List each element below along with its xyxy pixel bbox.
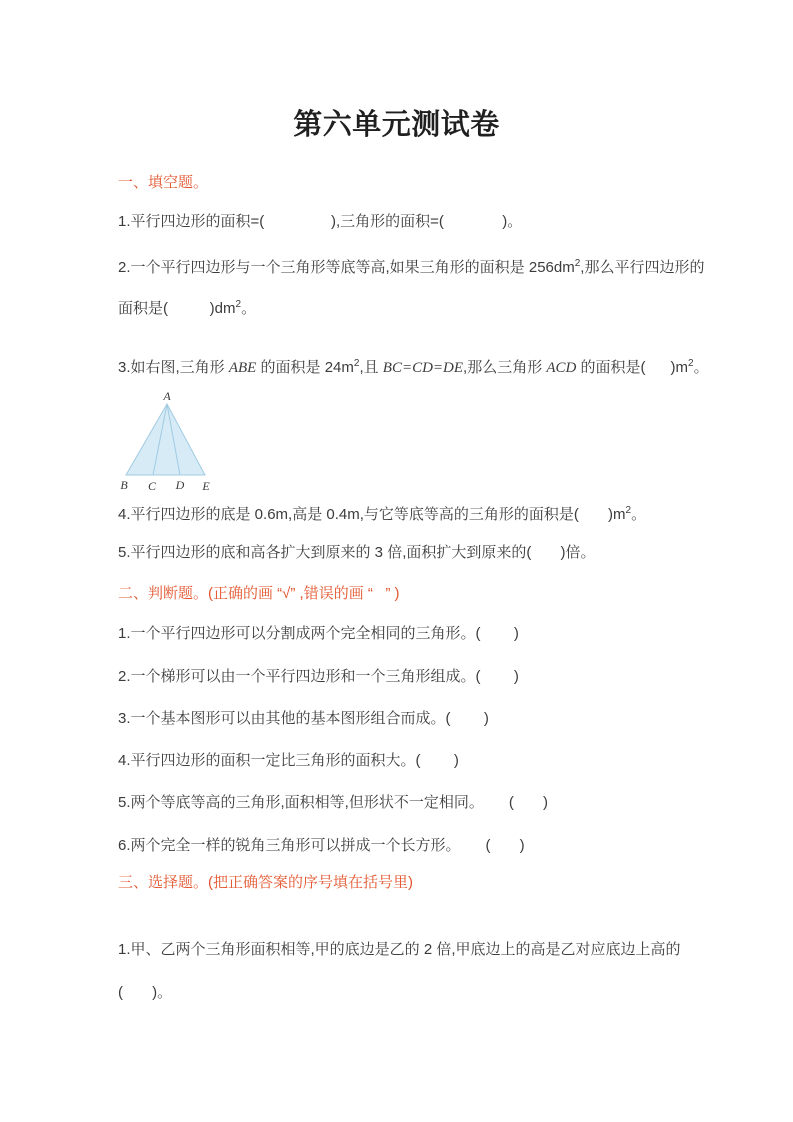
judge-q1: 1.一个平行四边形可以分割成两个完全相同的三角形。( ) [118,625,519,642]
triangle-diagram [112,388,224,494]
fill-q5: 5.平行四边形的底和高各扩大到原来的 3 倍,面积扩大到原来的( )倍。 [118,544,596,561]
superscript-2: 2 [625,505,632,516]
fill-q3-text1: 3.如右图,三角形 [118,359,229,376]
vertex-label-b: B [120,478,128,492]
fill-q3-text4: ,那么三角形 [463,359,547,376]
vertex-label-e: E [202,479,210,493]
section-fill-heading: 一、填空题。 [118,174,209,191]
triangle-name-acd: ACD [546,360,577,376]
fill-q4-tail: 。 [631,506,647,523]
fill-q2-line1-tail: ,那么平行四边形的 [580,259,705,276]
judge-q2: 2.一个梯形可以由一个平行四边形和一个三角形组成。( ) [118,668,519,685]
vertex-label-c: C [147,479,157,493]
fill-q1: 1.平行四边形的面积=( ),三角形的面积=( )。 [118,213,523,230]
fill-q2-line2-tail: 。 [241,300,257,317]
page-title: 第六单元测试卷 [293,109,500,141]
judge-q6: 6.两个完全一样的锐角三角形可以拼成一个长方形。 ( ) [118,837,525,854]
fill-q4-text: 4.平行四边形的底是 0.6m,高是 0.4m,与它等底等高的三角形的面积是( )m [118,506,626,523]
superscript-2: 2 [353,358,360,369]
fill-q2-line1-text: 2.一个平行四边形与一个三角形等底等高,如果三角形的面积是 256dm [118,259,575,276]
triangle-name-abe: ABE [228,360,257,376]
fill-q3-text5: 的面积是( )m [576,359,689,376]
superscript-2: 2 [235,299,242,310]
section-judge-heading: 二、判断题。(正确的画 “√” ,错误的画 “ ” ) [118,585,400,602]
fill-q3-text6: 。 [693,359,709,376]
superscript-2: 2 [574,258,581,269]
judge-q5: 5.两个等底等高的三角形,面积相等,但形状不一定相同。 ( ) [118,794,549,811]
segment-equality: BC=CD=DE [382,360,464,376]
fill-q2-line2 [118,294,256,320]
fill-q3-text2: 的面积是 24m [256,359,354,376]
section-choice-heading: 三、选择题。(把正确答案的序号填在括号里) [118,874,413,891]
fill-q3-text3: ,且 [359,359,383,376]
judge-q3: 3.一个基本图形可以由其他的基本图形组合而成。( ) [118,710,489,727]
choice-q1-line1: 1.甲、乙两个三角形面积相等,甲的底边是乙的 2 倍,甲底边上的高是乙对应底边上高的 [118,941,681,958]
vertex-label-a: A [163,389,171,403]
judge-q4: 4.平行四边形的面积一定比三角形的面积大。( ) [118,752,459,769]
vertex-label-d: D [175,478,185,492]
choice-q1-line2: ( )。 [118,984,173,1001]
triangle-shape [126,404,205,475]
fill-q2-line2-text: 面积是( )dm [118,300,236,317]
superscript-2: 2 [688,358,694,369]
fill-q2-line1 [118,253,704,279]
fill-q4 [118,500,646,526]
fill-q3 [118,353,709,379]
